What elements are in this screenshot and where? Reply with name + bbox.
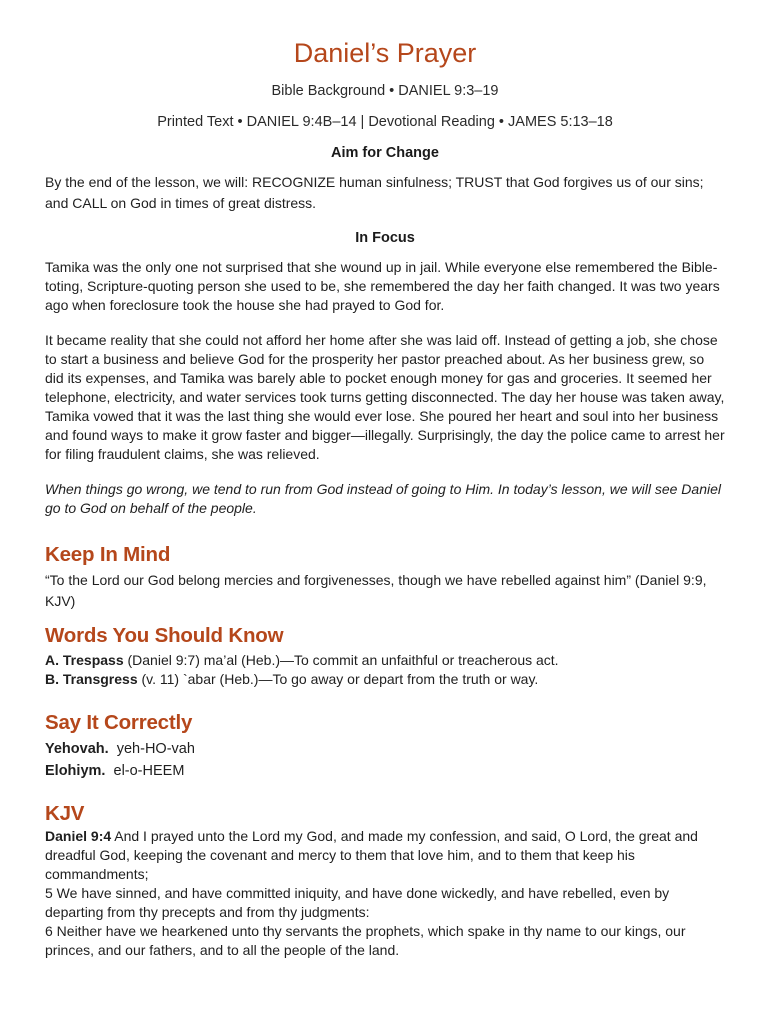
printed-text-line: Printed Text • DANIEL 9:4B–14 | Devotional Reading • JAMES 5:13–18 <box>157 114 613 130</box>
word-definition: (v. 11) `abar (Heb.)—To go away or depart from the truth or way. <box>137 671 539 687</box>
word-term: B. Transgress <box>45 671 138 687</box>
aim-heading: Aim for Change <box>331 145 439 161</box>
bible-background: Bible Background • DANIEL 9:3–19 <box>271 83 499 99</box>
in-focus-paragraph-2: It became reality that she could not afford her home after she was laid off. Instead of getting a job, she chose to start a business and believe God for the prosperity her pastor preached about. As her business grew, so did its expenses, and Tamika was barely able to pocket enough money for gas and groceries. It seemed her telephone, electricity, and water services took turns getting disconnected. The day her house was taken away, Tamika vowed that it was the last thing she would ever lose. She poured her heart and soul into her business and found ways to make it grow faster and bigger—illegally. Surprisingly, the day the police came to arrest her for filing fraudulent claims, she was relieved. <box>45 332 725 462</box>
verse-reference: Daniel 9:4 <box>45 828 112 844</box>
kjv-heading: KJV <box>45 802 85 825</box>
say-it-item <box>45 760 725 782</box>
say-it-term: Elohiym. <box>45 763 106 779</box>
in-focus-paragraph-3: When things go wrong, we tend to run from God instead of going to Him. In today’s lesson, we will see Daniel go to God on behalf of the people. <box>45 481 721 516</box>
kjv-verses <box>45 827 725 960</box>
kjv-verse: 6 Neither have we hearkened unto thy servants the prophets, which spake in thy name to our kings, our princes, and our fathers, and to all the people of the land. <box>45 923 686 958</box>
say-it-pronunciation: yeh-HO-vah <box>116 741 195 757</box>
words-heading: Words You Should Know <box>45 624 284 647</box>
say-it-item <box>45 738 725 760</box>
keep-in-mind-heading: Keep In Mind <box>45 543 171 566</box>
kjv-verse: 5 We have sinned, and have committed iniquity, and have done wickedly, and have rebelled, even by departing from thy precepts and from thy judgments: <box>45 885 670 920</box>
say-it-pronunciation: el-o-HEEM <box>113 763 185 779</box>
say-it-heading: Say It Correctly <box>45 711 193 734</box>
word-definition: (Daniel 9:7) ma’al (Heb.)—To commit an unfaithful or treacherous act. <box>123 652 559 668</box>
say-it-term: Yehovah. <box>45 741 109 757</box>
say-it-list <box>45 738 725 782</box>
word-item <box>45 670 725 689</box>
keep-in-mind-text: “To the Lord our God belong mercies and forgivenesses, though we have rebelled against him” (Daniel 9:9, KJV) <box>45 572 707 609</box>
word-term: A. Trespass <box>45 652 124 668</box>
words-list <box>45 651 725 689</box>
in-focus-paragraph-1: Tamika was the only one not surprised that she wound up in jail. While everyone else remembered the Bible-toting, Scripture-quoting person she used to be, she remembered the day her faith changed. It was two years ago when foreclosure took the house she had prayed to God for. <box>45 259 720 313</box>
kjv-verse <box>45 827 725 884</box>
aim-text: By the end of the lesson, we will: RECOGNIZE human sinfulness; TRUST that God forgives us of our sins; and CALL on God in times of great distress. <box>45 174 704 211</box>
in-focus-heading: In Focus <box>355 230 415 246</box>
page-title: Daniel’s Prayer <box>293 38 477 68</box>
verse-text: And I prayed unto the Lord my God, and made my confession, and said, O Lord, the great and dreadful God, keeping the covenant and mercy to them that love him, and to them that keep his commandments; <box>45 828 698 882</box>
word-item <box>45 651 725 670</box>
